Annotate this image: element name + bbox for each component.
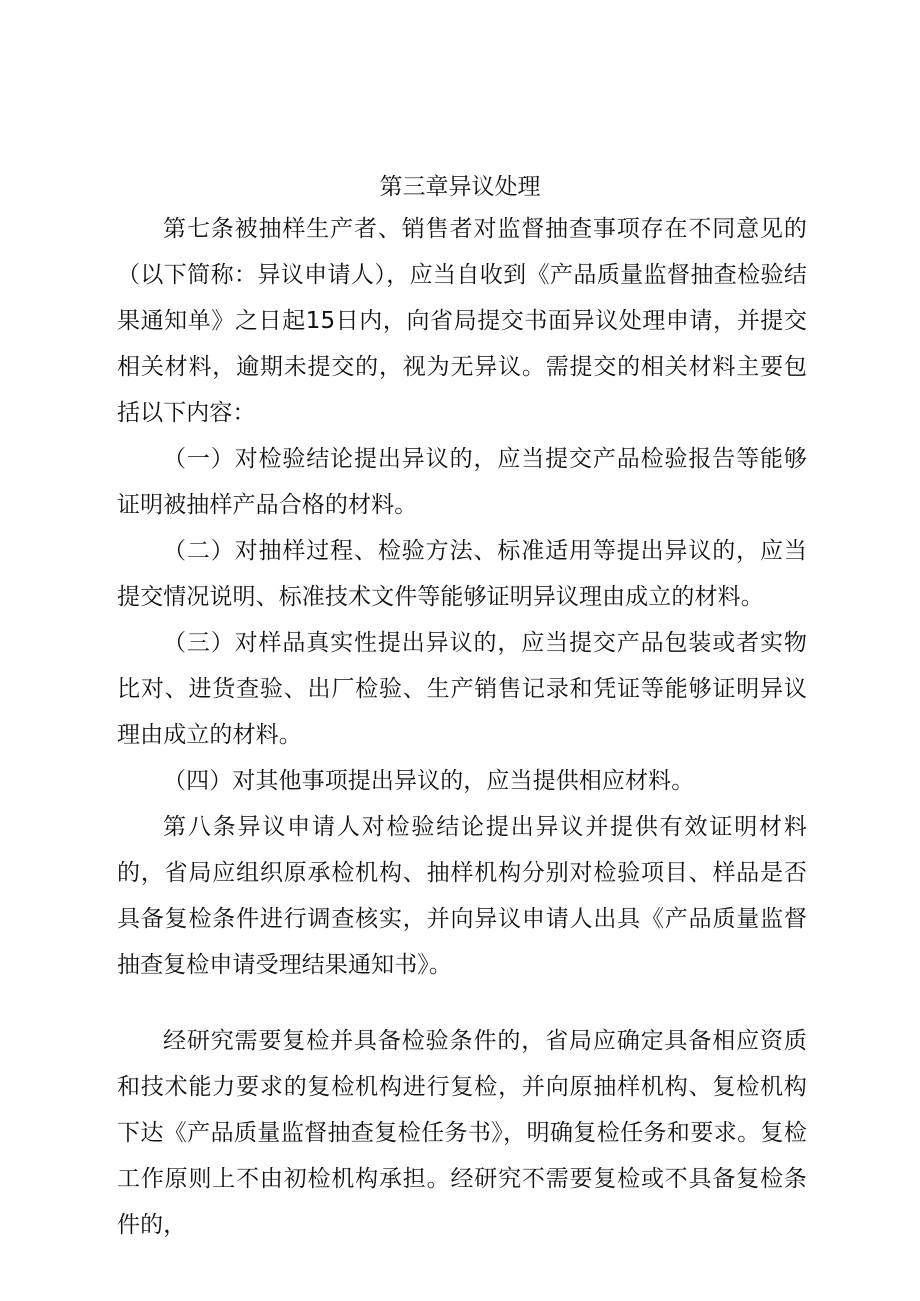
item-3-paragraph: （三）对样品真实性提出异议的，应当提交产品包装或者实物比对、进货查验、出厂检验、生产销售记录和凭证等能够证明异议理由成立的材料。 [117, 630, 807, 748]
article-7-paragraph: 第七条被抽样生产者、销售者对监督抽查事项存在不同意见的（以下简称：异议申请人），应当自收到《产品质量监督抽查检验结果通知单》之日起15日内，向省局提交书面异议处理申请，并提交相关材料，逾期未提交的，视为无异议。需提交的相关材料主要包括以下内容： [117, 216, 807, 426]
item-2-paragraph: （二）对抽样过程、检验方法、标准适用等提出异议的，应当提交情况说明、标准技术文件等能够证明异议理由成立的材料。 [117, 538, 807, 610]
chapter-title: 第三章异议处理 [379, 174, 541, 200]
document-body [117, 206, 807, 1248]
item-1-paragraph: （一）对检验结论提出异议的，应当提交产品检验报告等能够证明被抽样产品合格的材料。 [117, 446, 807, 518]
article-8-paragraph: 第八条异议申请人对检验结论提出异议并提供有效证明材料的，省局应组织原承检机构、抽样机构分别对检验项目、样品是否具备复检条件进行调查核实，并向异议申请人出具《产品质量监督抽查复检申请受理结果通知书》。 [117, 814, 807, 978]
item-4-paragraph: （四）对其他事项提出异议的，应当提供相应材料。 [163, 768, 695, 794]
recheck-paragraph: 经研究需要复检并具备检验条件的，省局应确定具备相应资质和技术能力要求的复检机构进行复检，并向原抽样机构、复检机构下达《产品质量监督抽查复检任务书》，明确复检任务和要求。复检工作原则上不由初检机构承担。经研究不需要复检或不具备复检条件的， [117, 1028, 807, 1238]
